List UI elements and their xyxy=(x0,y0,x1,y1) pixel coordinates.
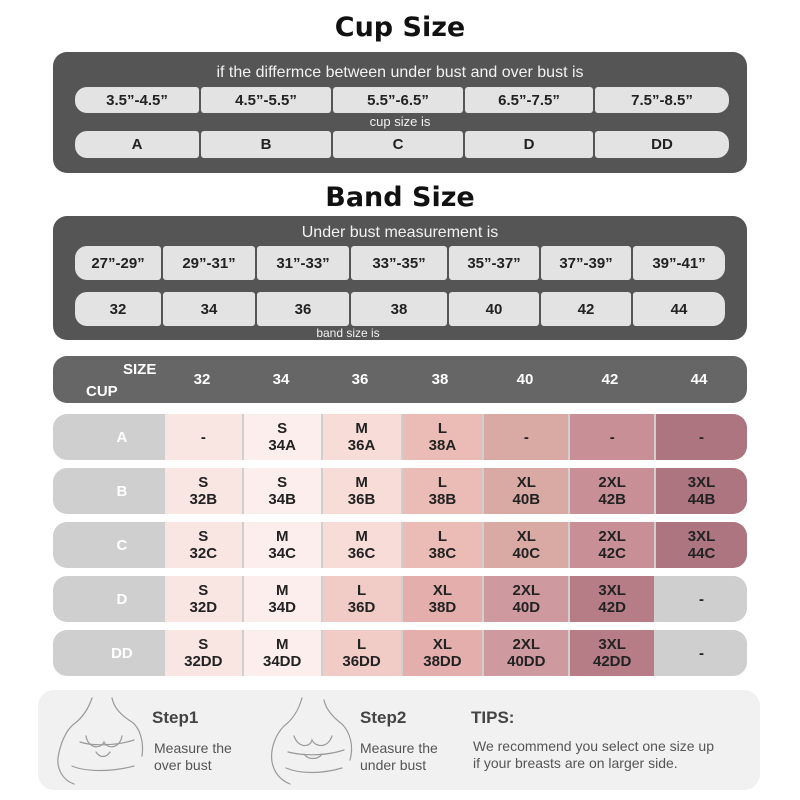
size-code: 32D xyxy=(189,599,218,616)
size-label: - xyxy=(699,428,705,446)
band-range-cell: 37”-39” xyxy=(541,246,631,280)
size-label: S xyxy=(198,474,209,491)
size-table-cell xyxy=(403,468,483,514)
size-table-cell xyxy=(165,576,242,622)
size-label: XL xyxy=(516,528,536,545)
cup-range-row xyxy=(75,87,729,113)
cup-size-subcaption: cup size is xyxy=(369,114,431,129)
header-band-34: 34 xyxy=(272,371,290,388)
size-code: 38B xyxy=(428,491,457,508)
header-band-40: 40 xyxy=(516,371,534,388)
band-number-cell: 44 xyxy=(633,292,725,326)
tips-title: TIPS: xyxy=(471,708,515,727)
size-label: XL xyxy=(432,636,453,653)
size-table-cup-label: A xyxy=(116,428,128,446)
band-range-cell: 35”-37” xyxy=(449,246,539,280)
header-band-44: 44 xyxy=(690,371,708,388)
size-label: L xyxy=(356,582,367,599)
size-table-cell xyxy=(656,414,747,460)
size-code: 34B xyxy=(268,491,296,508)
cup-range-cell: 4.5”-5.5” xyxy=(201,87,331,113)
size-table-cup-label: C xyxy=(116,536,128,554)
size-table-cell xyxy=(165,522,242,568)
cup-size-caption: if the differmce between under bust and over bust is xyxy=(216,64,584,81)
size-label: M xyxy=(275,528,289,545)
size-table-cell xyxy=(244,522,321,568)
size-table-cell xyxy=(244,414,321,460)
step2-text-line2: under bust xyxy=(360,757,427,773)
size-table-cell xyxy=(244,630,321,676)
size-table-cell xyxy=(484,414,568,460)
size-table-cup-label: D xyxy=(116,590,128,608)
size-label: XL xyxy=(516,474,536,491)
band-size-subcaption: band size is xyxy=(316,326,380,340)
size-table-cell xyxy=(570,630,654,676)
size-label: L xyxy=(437,528,448,545)
size-table-cell xyxy=(403,630,483,676)
size-table-cell xyxy=(323,414,401,460)
size-label: S xyxy=(277,474,288,491)
header-band-36: 36 xyxy=(351,371,369,388)
size-table-cell xyxy=(656,630,747,676)
size-code: 34C xyxy=(268,545,296,562)
size-table-cell xyxy=(165,414,242,460)
size-code: 40C xyxy=(512,545,541,562)
measure-steps-footer xyxy=(38,690,760,790)
band-size-caption: Under bust measurement is xyxy=(301,224,499,241)
size-code: 42DD xyxy=(593,653,632,670)
step2-title: Step2 xyxy=(360,708,407,727)
size-table-cell xyxy=(484,468,568,514)
tips-line1: We recommend you select one size up xyxy=(473,738,714,754)
size-table-cell xyxy=(484,630,568,676)
size-label: - xyxy=(699,590,705,608)
size-code: 36C xyxy=(347,545,376,562)
size-code: 32DD xyxy=(184,653,223,670)
size-label: 2XL xyxy=(598,474,626,491)
cup-size-title: Cup Size xyxy=(334,12,466,43)
size-code: 32B xyxy=(189,491,218,508)
tips-line2: if your breasts are on larger side. xyxy=(473,755,678,771)
size-code: 34A xyxy=(268,437,296,454)
cup-range-cell: 5.5”-6.5” xyxy=(333,87,463,113)
size-table-cell xyxy=(656,522,747,568)
size-table-header xyxy=(53,356,747,403)
band-range-cell: 39”-41” xyxy=(633,246,725,280)
cup-letter-row xyxy=(75,131,729,158)
band-range-row xyxy=(75,246,725,280)
size-table-row xyxy=(53,468,747,514)
size-label: S xyxy=(277,420,288,437)
size-table-cell xyxy=(570,468,654,514)
size-code: 38A xyxy=(428,437,457,454)
band-range-cell: 29”-31” xyxy=(163,246,255,280)
step1-text-line2: over bust xyxy=(154,757,212,773)
size-table-cell xyxy=(323,576,401,622)
size-label: 2XL xyxy=(512,636,541,653)
cup-letter-cell: B xyxy=(201,131,331,158)
band-number-cell: 40 xyxy=(449,292,539,326)
size-label: - xyxy=(200,428,206,446)
cup-letter-cell: C xyxy=(333,131,463,158)
size-table-cell xyxy=(570,414,654,460)
size-table-cell xyxy=(570,522,654,568)
size-table-cell xyxy=(403,522,483,568)
band-range-cell: 33”-35” xyxy=(351,246,447,280)
size-code: 38DD xyxy=(423,653,462,670)
size-table-cell xyxy=(323,630,401,676)
size-table-cell xyxy=(484,522,568,568)
size-table-cup-label: DD xyxy=(111,644,133,662)
size-table-cell xyxy=(323,468,401,514)
size-label: S xyxy=(198,582,209,599)
size-code: 36B xyxy=(347,491,376,508)
band-range-cell: 27”-29” xyxy=(75,246,161,280)
size-label: 3XL xyxy=(598,582,626,599)
band-number-cell: 38 xyxy=(351,292,447,326)
header-band-32: 32 xyxy=(193,371,211,388)
size-code: 42D xyxy=(598,599,626,616)
size-table-row xyxy=(53,576,747,622)
woman-measure-under-bust-icon xyxy=(264,696,360,786)
size-label: M xyxy=(355,474,368,491)
size-code: 42B xyxy=(598,491,626,508)
size-code: 34DD xyxy=(263,653,302,670)
cup-letter-cell: DD xyxy=(595,131,729,158)
cup-range-cell: 6.5”-7.5” xyxy=(465,87,593,113)
size-label: - xyxy=(609,428,615,446)
size-code: 32C xyxy=(189,545,218,562)
header-band-42: 42 xyxy=(601,371,619,388)
size-table-cell xyxy=(244,576,321,622)
size-code: 38C xyxy=(428,545,457,562)
header-band-38: 38 xyxy=(431,371,449,388)
step2-text-line1: Measure the xyxy=(360,740,438,756)
size-table-cell xyxy=(570,576,654,622)
size-label: L xyxy=(356,636,367,653)
size-table-row xyxy=(53,522,747,568)
woman-measure-over-bust-icon xyxy=(52,696,152,786)
size-label: L xyxy=(437,420,448,437)
size-code: 44B xyxy=(687,491,716,508)
size-code: 44C xyxy=(687,545,716,562)
step1-title: Step1 xyxy=(152,708,199,727)
band-number-cell: 42 xyxy=(541,292,631,326)
size-table-cell xyxy=(165,630,242,676)
size-label: 2XL xyxy=(598,528,626,545)
band-size-panel xyxy=(53,216,747,340)
size-code: 40B xyxy=(512,491,541,508)
size-label: 3XL xyxy=(687,474,716,491)
size-label: S xyxy=(198,528,209,545)
size-code: 40DD xyxy=(507,653,546,670)
band-range-cell: 31”-33” xyxy=(257,246,349,280)
band-number-cell: 32 xyxy=(75,292,161,326)
band-size-title: Band Size xyxy=(325,182,475,213)
header-size-label: SIZE xyxy=(123,361,157,378)
cup-letter-cell: D xyxy=(465,131,593,158)
header-cup-label: CUP xyxy=(86,383,118,400)
size-table-row xyxy=(53,630,747,676)
cup-size-panel xyxy=(53,52,747,173)
size-table-cell xyxy=(244,468,321,514)
cup-range-cell: 3.5”-4.5” xyxy=(75,87,199,113)
size-code: 36DD xyxy=(342,653,381,670)
size-table-cell xyxy=(484,576,568,622)
size-table-cell xyxy=(323,522,401,568)
size-label: M xyxy=(355,528,368,545)
step1-text-line1: Measure the xyxy=(154,740,232,756)
band-number-cell: 34 xyxy=(163,292,255,326)
size-label: M xyxy=(355,420,368,437)
size-table-cell xyxy=(656,576,747,622)
size-code: 36A xyxy=(347,437,376,454)
size-label: 2XL xyxy=(512,582,541,599)
size-label: - xyxy=(699,644,705,662)
size-table-cell xyxy=(656,468,747,514)
size-label: XL xyxy=(432,582,453,599)
cup-range-cell: 7.5”-8.5” xyxy=(595,87,729,113)
band-number-cell: 36 xyxy=(257,292,349,326)
size-label: M xyxy=(275,582,289,599)
size-code: 40D xyxy=(512,599,541,616)
size-table-cell xyxy=(403,414,483,460)
size-code: 42C xyxy=(598,545,626,562)
size-label: - xyxy=(523,428,529,446)
cup-letter-cell: A xyxy=(75,131,199,158)
size-code: 34D xyxy=(268,599,296,616)
size-label: S xyxy=(198,636,209,653)
band-number-row xyxy=(75,292,725,326)
size-label: 3XL xyxy=(687,528,716,545)
size-code: 36D xyxy=(347,599,376,616)
size-table-cell xyxy=(403,576,483,622)
size-table-cell xyxy=(165,468,242,514)
size-table-row xyxy=(53,414,747,460)
size-label: 3XL xyxy=(598,636,626,653)
size-label: M xyxy=(275,636,289,653)
size-table-cup-label: B xyxy=(116,482,128,500)
size-label: L xyxy=(437,474,448,491)
size-code: 38D xyxy=(428,599,457,616)
